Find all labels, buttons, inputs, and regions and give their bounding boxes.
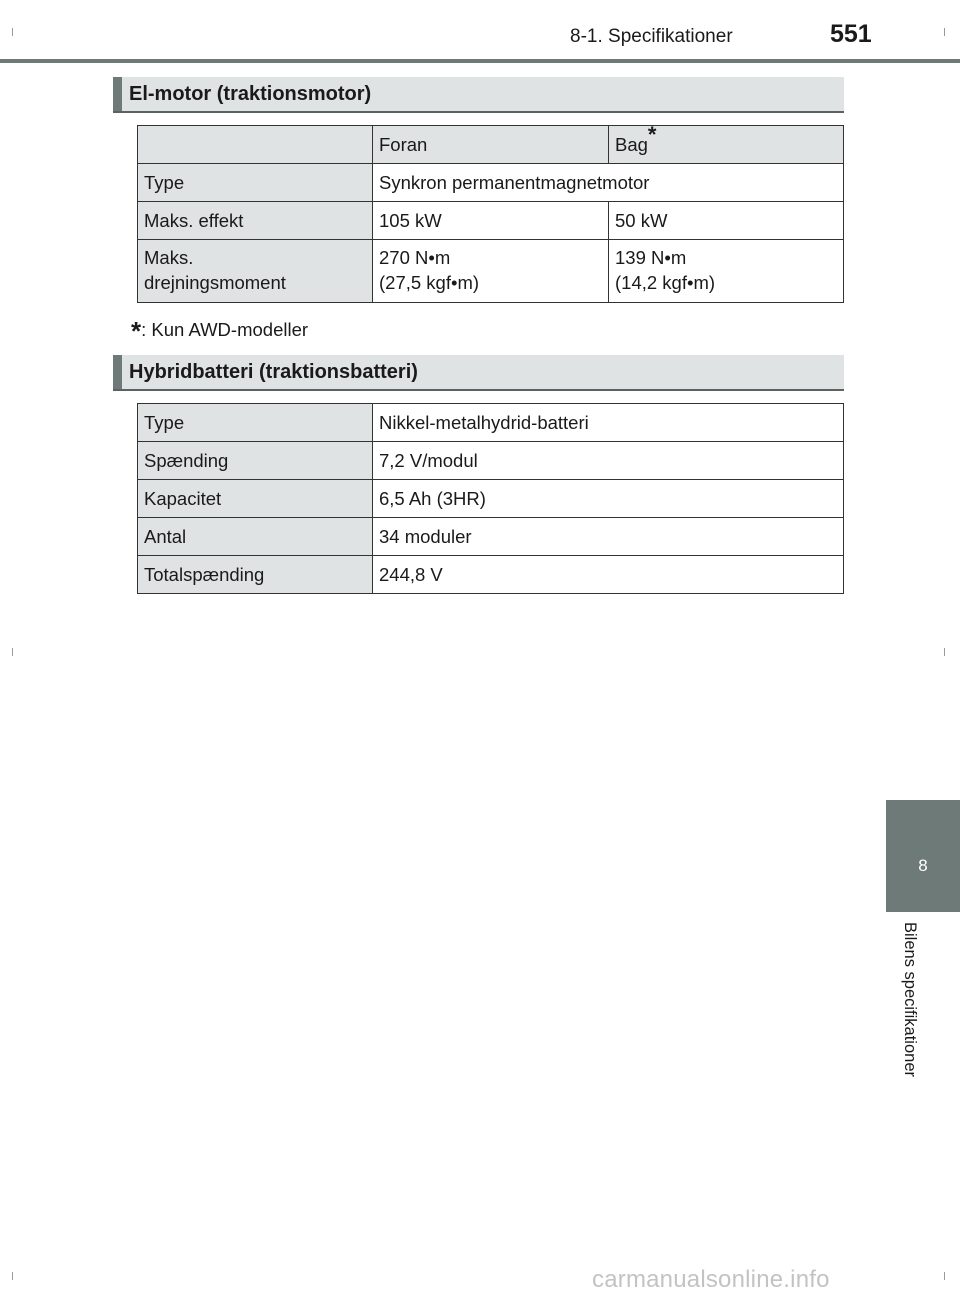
chapter-label: Bilens specifikationer	[901, 922, 919, 1077]
section-header: 8-1. Specifikationer	[570, 26, 733, 47]
crop-mark	[12, 648, 13, 656]
table-row	[138, 202, 844, 240]
hybrid-battery-table	[137, 403, 844, 594]
table-row	[138, 442, 844, 480]
row-value-front: 105 kW	[373, 202, 609, 240]
row-value: Synkron permanentmagnetmotor	[373, 164, 844, 202]
section-marker-bar	[113, 355, 122, 389]
chapter-number: 8	[918, 856, 928, 875]
row-value-front: 270 N•m (27,5 kgf•m)	[373, 240, 609, 303]
footnote-text: : Kun AWD-modeller	[141, 319, 309, 340]
row-label: Type	[138, 404, 373, 442]
section-marker-bar	[113, 77, 122, 111]
footnote	[131, 312, 309, 346]
row-label: Maks. effekt	[138, 202, 373, 240]
row-value: 34 moduler	[373, 518, 844, 556]
table-row	[138, 518, 844, 556]
table-row	[138, 164, 844, 202]
row-label: Antal	[138, 518, 373, 556]
header-divider	[0, 59, 960, 63]
row-label: Kapacitet	[138, 480, 373, 518]
page-number: 551	[830, 20, 872, 48]
header-cell-front: Foran	[373, 126, 609, 164]
row-label: Totalspænding	[138, 556, 373, 594]
row-label: Spænding	[138, 442, 373, 480]
table-row	[138, 404, 844, 442]
crop-mark	[944, 648, 945, 656]
crop-mark	[12, 1272, 13, 1280]
crop-mark	[12, 28, 13, 36]
table-header-row	[138, 126, 844, 164]
table-row	[138, 240, 844, 303]
header-cell-rear: Bag*	[609, 126, 844, 164]
row-value: 7,2 V/modul	[373, 442, 844, 480]
crop-mark	[944, 1272, 945, 1280]
row-label: Maks. drejningsmoment	[138, 240, 373, 303]
crop-mark	[944, 28, 945, 36]
section-title-text: Hybridbatteri (traktionsbatteri)	[129, 361, 418, 383]
table-row	[138, 556, 844, 594]
section-title-hybrid-battery	[113, 355, 844, 391]
row-value: 244,8 V	[373, 556, 844, 594]
section-title-electric-motor	[113, 77, 844, 113]
header-cell-empty	[138, 126, 373, 164]
watermark: carmanualsonline.info	[592, 1266, 830, 1293]
table-row	[138, 480, 844, 518]
section-title-text: El-motor (traktionsmotor)	[129, 83, 372, 105]
row-value-rear: 50 kW	[609, 202, 844, 240]
chapter-tab[interactable]	[886, 800, 960, 912]
footnote-mark: *	[647, 121, 657, 147]
row-value-rear: 139 N•m (14,2 kgf•m)	[609, 240, 844, 303]
row-label: Type	[138, 164, 373, 202]
electric-motor-table	[137, 121, 844, 303]
footnote-star: *	[131, 316, 142, 346]
row-value: 6,5 Ah (3HR)	[373, 480, 844, 518]
row-value: Nikkel-metalhydrid-batteri	[373, 404, 844, 442]
